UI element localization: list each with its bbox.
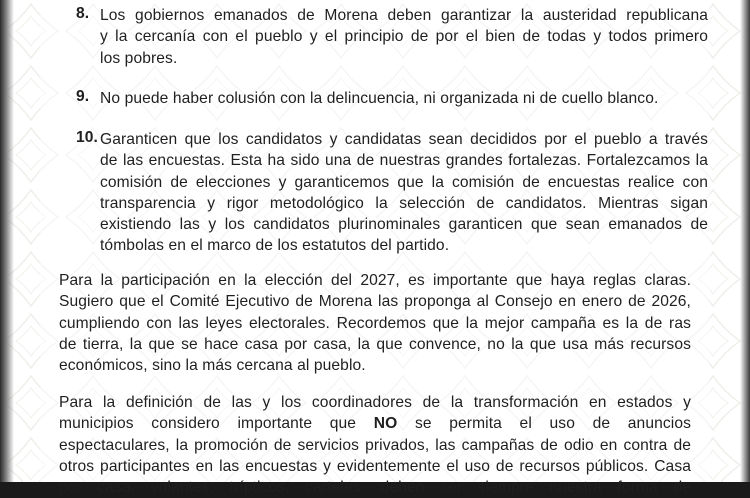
text-line: cumpliendo con las leyes electorales. Recordemos que la mejor campaña es la de ras [59, 314, 691, 332]
text-line: de las encuestas. Esta ha sido una de nuestras grandes fortalezas. Fortalezcamos la [100, 152, 708, 170]
text-line: económicos, sino la más cercana al pueblo. [59, 357, 366, 375]
text-line-cut-off: por casa, volantes, trípticos, carteles, deben ser siempre nuestra forma de [59, 479, 691, 497]
text-line: los pobres. [100, 49, 178, 67]
text-line: de tierra, la que se hace casa por casa, la que convence, no la que usa más recursos [59, 335, 691, 353]
list-item-text [100, 88, 708, 109]
paragraph-coordinators [59, 392, 691, 498]
text-line: Sugiero que el Comité Ejecutivo de Morena las proponga al Consejo en enero de 2026, [59, 293, 691, 311]
text-line: comisión de elecciones y garanticemos que la comisión de encuestas realice con [100, 173, 708, 191]
text-line: tómbolas en el marco de los estatutos del partido. [100, 237, 450, 255]
right-page-shadow [740, 0, 750, 482]
text-line: y la cercanía con el pueblo y el principio de por el bien de todas y todos primero [100, 28, 708, 46]
text-line-with-emphasis [59, 413, 691, 434]
list-item-number: 10. [76, 129, 98, 146]
text-fragment: se permita el uso de anuncios [414, 415, 691, 433]
text-line: Garanticen que los candidatos y candidatas sean decididos por el pueblo a través [100, 131, 708, 148]
text-line: existiendo las y los candidatos plurinominales garanticen que sean emanados de [100, 216, 708, 234]
list-item-number: 9. [76, 88, 90, 105]
list-item-text [100, 5, 708, 69]
text-fragment: municipios considero importante que [59, 415, 357, 433]
left-page-shadow [0, 0, 14, 482]
text-line: No puede haber colusión con la delincuencia, ni organizada ni de cuello blanco. [100, 90, 659, 107]
text-line: Para la participación en la elección del 2027, es importante que haya reglas claras. [59, 272, 691, 289]
text-line: Para la definición de las y los coordinadores de la transformación en estados y [59, 394, 691, 411]
text-line: espectaculares, la promoción de servicios privados, las campañas de odio en contra de [59, 436, 691, 454]
emphasis-no: NO [373, 415, 398, 433]
text-line: Los gobiernos emanados de Morena deben garantizar la austeridad republicana [100, 7, 708, 24]
list-item-number: 8. [76, 5, 90, 22]
list-item-text [100, 129, 708, 257]
text-line: transparencia y rigor metodológico la selección de candidatos. Mientras sigan [100, 194, 708, 212]
paragraph-elections-2027 [59, 270, 691, 376]
text-line: otros participantes en las encuestas y evidentemente el uso de recursos públicos. Casa [59, 457, 691, 475]
